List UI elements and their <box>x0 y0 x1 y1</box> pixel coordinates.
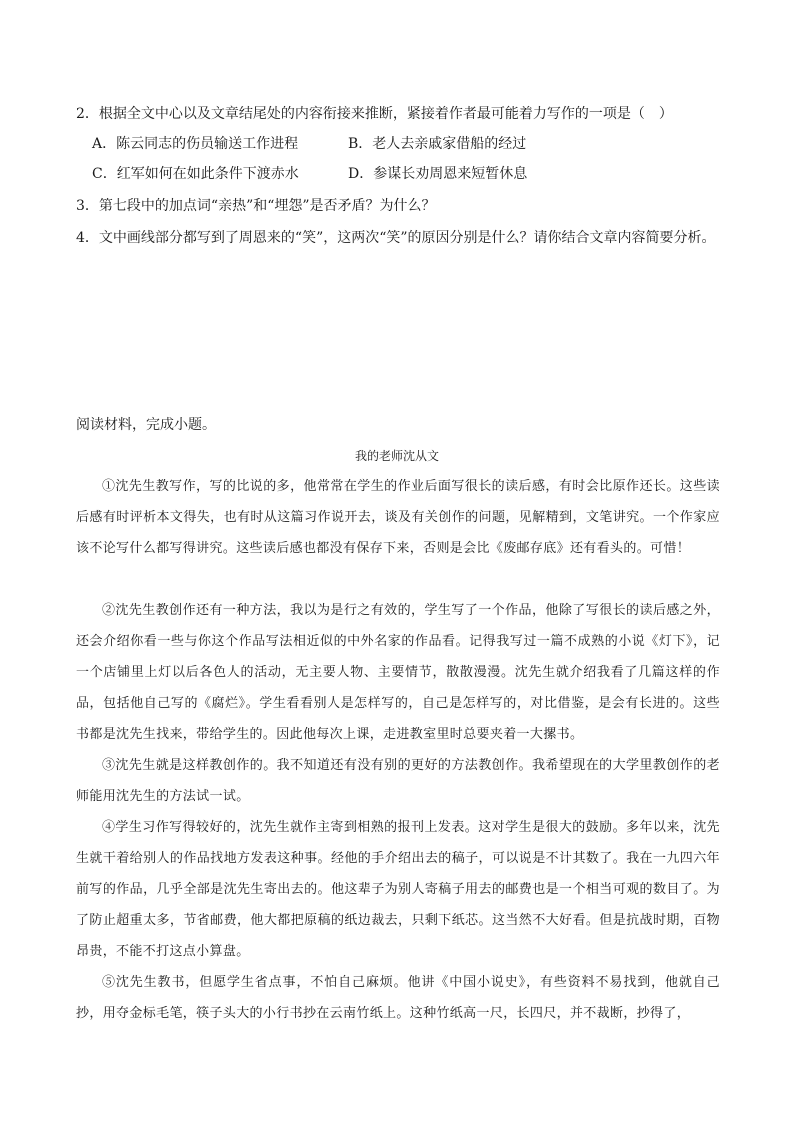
article-paragraph-5: ⑤沈先生教书，但愿学生省点事，不怕自己麻烦。他讲《中国小说史》，有些资料不易找到，他就自己抄，用夺金标毛笔，筷子头大的小行书抄在云南竹纸上。这种竹纸高一尺，长四尺，并不裁断，抄得了， <box>76 975 720 1021</box>
article-paragraph-2: ②沈先生教创作还有一种方法，我以为是行之有效的，学生写了一个作品，他除了写很长的读后感之外，还会介绍你看一些与你这个作品写法相近似的中外名家的作品看。记得我写过一篇不成熟的小说《灯下》，记一个店铺里上灯以后各色人的活动，无主要人物、主要情节，散散漫漫。沈先生就介绍我看了几篇这样的作品，包括他自己写的《腐烂》。学生看看别人是怎样写的，自己是怎样写的，对比借鉴，是会有长进的。这些书都是沈先生找来，带给学生的。因此他每次上课，走进教室里时总要夹着一大摞书。 <box>76 603 720 742</box>
question-2-option-d: D．参谋长劝周恩来短暂休息 <box>348 166 528 182</box>
article-title: 我的老师沈从文 <box>354 449 439 463</box>
article-paragraph-1: ①沈先生教写作，写的比说的多，他常常在学生的作业后面写很长的读后感，有时会比原作还长。这些读后感有时评析本文得失，也有时从这篇习作说开去，谈及有关创作的问题，见解精到，文笔讲究。一个作家应该不论写什么都写得讲究。这些读后感也都没有保存下来，否则是会比《废邮存底》还有看头的。可惜！ <box>76 479 720 556</box>
question-3: 3．第七段中的加点词“亲热”和“埋怨”是否矛盾？为什么？ <box>76 198 436 214</box>
article-paragraph-3: ③沈先生就是这样教创作的。我不知道还有没有别的更好的方法教创作。我希望现在的大学里教创作的老师能用沈先生的方法试一试。 <box>76 758 720 804</box>
question-2-option-c: C．红军如何在如此条件下渡赤水 <box>92 166 299 182</box>
question-2-option-a: A．陈云同志的伤员输送工作进程 <box>92 136 299 152</box>
reading-instruction: 阅读材料，完成小题。 <box>76 417 216 433</box>
article-paragraph-4: ④学生习作写得较好的，沈先生就作主寄到相熟的报刊上发表。这对学生是很大的鼓励。多年以来，沈先生就干着给别人的作品找地方发表这种事。经他的手介绍出去的稿子，可以说是不计其数了。我在一九四六年前写的作品，几乎全部是沈先生寄出去的。他这辈子为别人寄稿子用去的邮费也是一个相当可观的数目了。为了防止超重太多，节省邮费，他大都把原稿的纸边裁去，只剩下纸芯。这当然不大好看。但是抗战时期，百物昂贵，不能不打这点小算盘。 <box>76 820 720 959</box>
question-4: 4．文中画线部分都写到了周恩来的“笑”，这两次“笑”的原因分别是什么？请你结合文章内容简要分析。 <box>76 230 716 246</box>
question-2: 2．根据全文中心以及文章结尾处的内容衔接来推断，紧接着作者最可能着力写作的一项是（ ） <box>76 106 673 122</box>
question-2-option-b: B．老人去亲戚家借船的经过 <box>348 136 527 152</box>
